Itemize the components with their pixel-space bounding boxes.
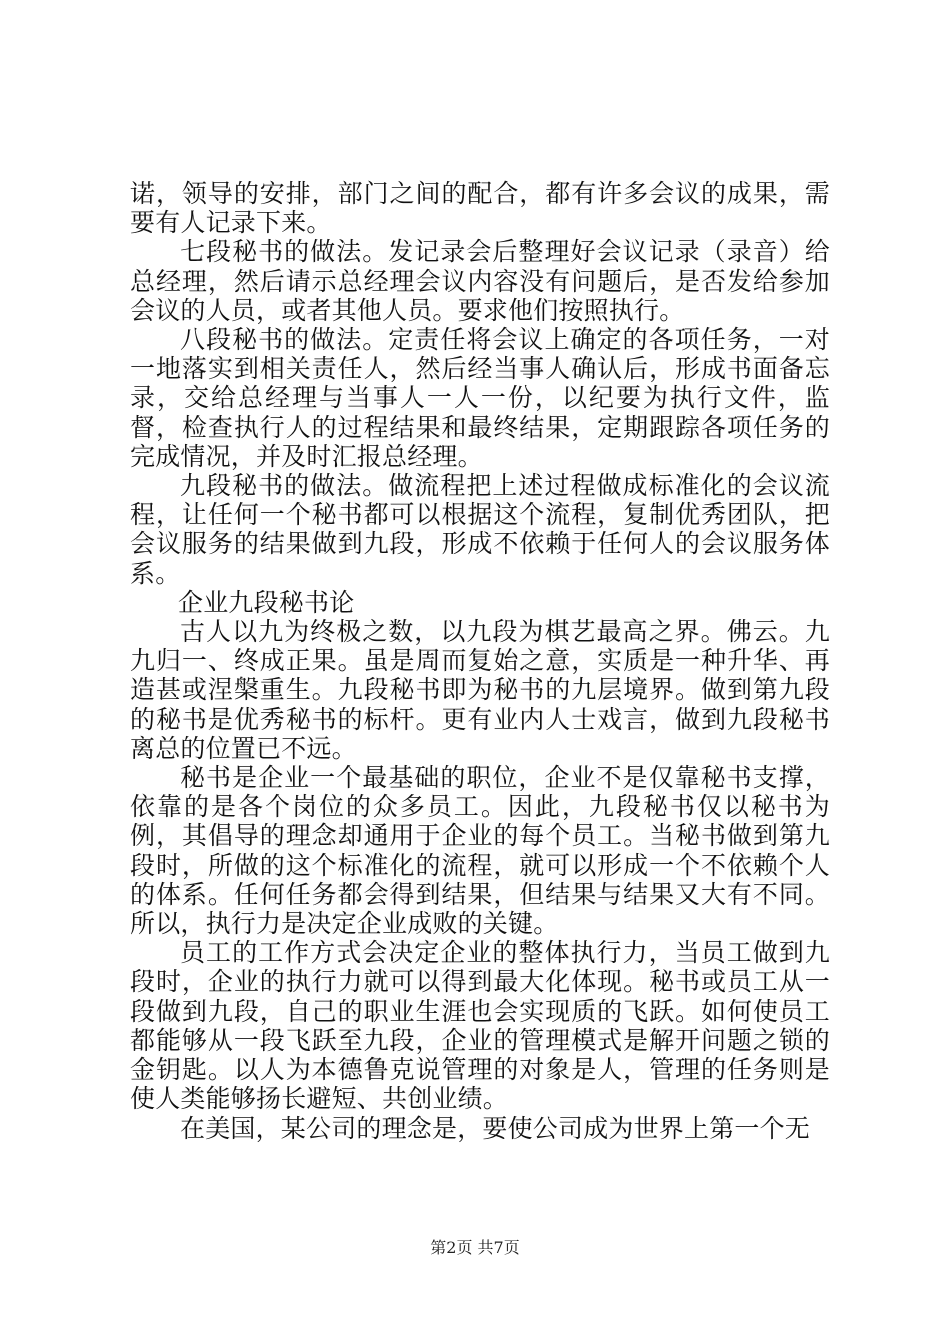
document-body [130,179,830,1143]
paragraph-usa-company: 在美国，某公司的理念是，要使公司成为世界上第一个无 [180,1113,811,1143]
paragraph-secretary-role: 秘书是企业一个最基础的职位，企业不是仅靠秘书支撑，依靠的是各个岗位的众多员工。因此，九段秘书仅以秘书为例，其倡导的理念却通用于企业的每个员工。当秘书做到第九段时，所做的这个标准化的流程，就可以形成一个不依赖个人的体系。任何任务都会得到结果，但结果与结果又大有不同。所以，执行力是决定企业成败的关键。 [130,763,830,939]
paragraph-employee-execution: 员工的工作方式会决定企业的整体执行力，当员工做到九段时，企业的执行力就可以得到最大化体现。秘书或员工从一段做到九段，自己的职业生涯也会实现质的飞跃。如何使员工都能够从一段飞跃至九段，企业的管理模式是解开问题之锁的金钥匙。以人为本德鲁克说管理的对象是人，管理的任务则是使人类能够扬长避短、共创业绩。 [130,938,830,1114]
paragraph-intro: 古人以九为终极之数，以九段为棋艺最高之界。佛云。九九归一、终成正果。虽是周而复始之意，实质是一种升华、再造甚或涅槃重生。九段秘书即为秘书的九层境界。做到第九段的秘书是优秀秘书的标杆。更有业内人士戏言，做到九段秘书离总的位置已不远。 [130,617,830,763]
page-footer: 第2页 共7页 [430,1238,520,1257]
paragraph-continuation: 诺，领导的安排，部门之间的配合，都有许多会议的成果，需要有人记录下来。 [130,179,830,238]
paragraph-seventh-level: 七段秘书的做法。发记录会后整理好会议记录（录音）给总经理，然后请示总经理会议内容没有问题后，是否发给参加会议的人员，或者其他人员。要求他们按照执行。 [130,237,830,325]
paragraph-ninth-level: 九段秘书的做法。做流程把上述过程做成标准化的会议流程，让任何一个秘书都可以根据这个流程，复制优秀团队，把会议服务的结果做到九段，形成不依赖于任何人的会议服务体系。 [130,471,830,588]
paragraph-eighth-level: 八段秘书的做法。定责任将会议上确定的各项任务，一对一地落实到相关责任人，然后经当事人确认后，形成书面备忘录，交给总经理与当事人一人一份，以纪要为执行文件，监督，检查执行人的过程结果和最终结果，定期跟踪各项任务的完成情况，并及时汇报总经理。 [130,325,830,471]
section-heading: 企业九段秘书论 [178,587,355,617]
